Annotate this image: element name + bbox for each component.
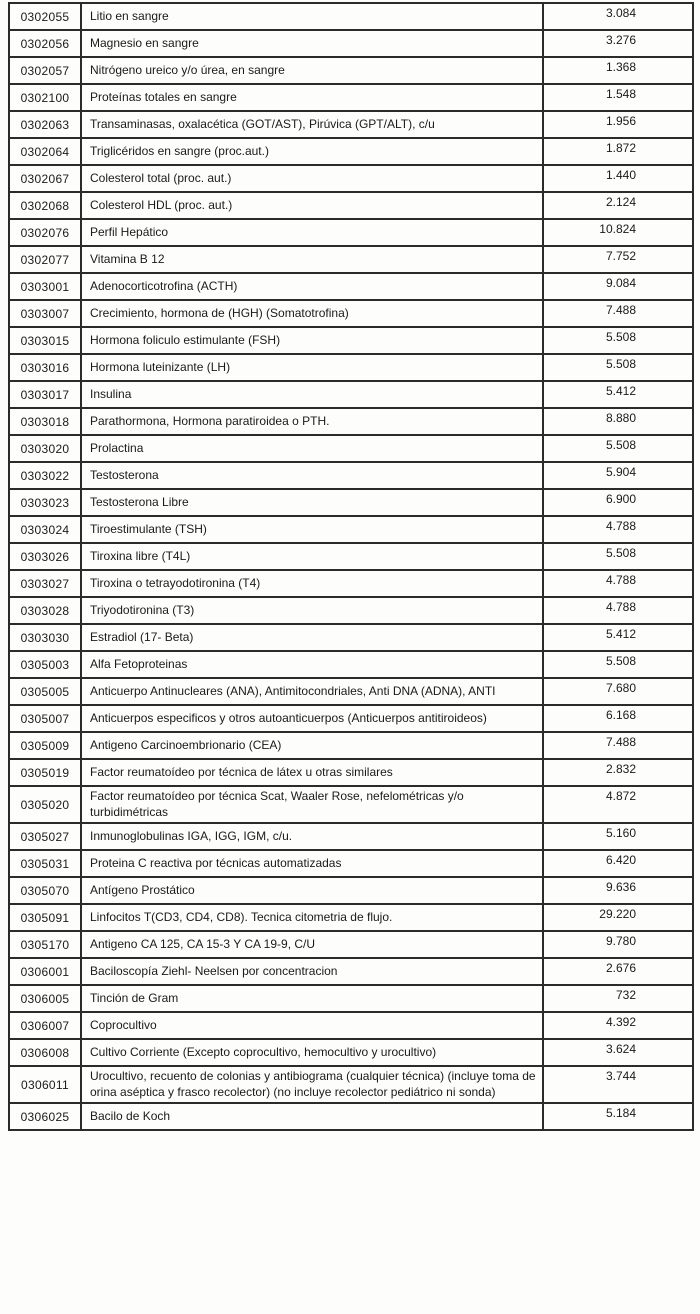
table-row [9, 877, 693, 904]
exam-price: 5.508 [543, 543, 693, 570]
exam-code: 0305027 [9, 823, 81, 850]
exam-description: Hormona foliculo estimulante (FSH) [81, 327, 543, 354]
exam-description: Bacilo de Koch [81, 1103, 543, 1130]
exam-code: 0303023 [9, 489, 81, 516]
exam-description: Transaminasas, oxalacética (GOT/AST), Pirúvica (GPT/ALT), c/u [81, 111, 543, 138]
table-row [9, 30, 693, 57]
exam-code: 0303030 [9, 624, 81, 651]
table-row [9, 192, 693, 219]
exam-code: 0303017 [9, 381, 81, 408]
exam-price: 5.508 [543, 354, 693, 381]
table-row [9, 462, 693, 489]
exam-code: 0303022 [9, 462, 81, 489]
exam-price: 7.488 [543, 732, 693, 759]
exam-code: 0302055 [9, 3, 81, 30]
exam-price: 6.900 [543, 489, 693, 516]
exam-code: 0305007 [9, 705, 81, 732]
exam-code: 0306008 [9, 1039, 81, 1066]
exam-description: Colesterol total (proc. aut.) [81, 165, 543, 192]
exam-description: Perfil Hepático [81, 219, 543, 246]
exam-description: Factor reumatoídeo por técnica Scat, Waaler Rose, nefelométricas y/o turbidimétricas [81, 786, 543, 823]
exam-price: 2.832 [543, 759, 693, 786]
exam-code: 0302056 [9, 30, 81, 57]
exam-description: Antigeno Carcinoembrionario (CEA) [81, 732, 543, 759]
exam-price: 9.084 [543, 273, 693, 300]
exam-price: 9.780 [543, 931, 693, 958]
exam-description: Magnesio en sangre [81, 30, 543, 57]
table-row [9, 904, 693, 931]
exam-description: Estradiol (17- Beta) [81, 624, 543, 651]
exam-description: Coprocultivo [81, 1012, 543, 1039]
exam-description: Linfocitos T(CD3, CD4, CD8). Tecnica citometria de flujo. [81, 904, 543, 931]
table-row [9, 327, 693, 354]
exam-code: 0306025 [9, 1103, 81, 1130]
exam-code: 0303020 [9, 435, 81, 462]
exam-code: 0302064 [9, 138, 81, 165]
exam-price: 5.508 [543, 651, 693, 678]
exam-description: Triyodotironina (T3) [81, 597, 543, 624]
exam-code: 0305070 [9, 877, 81, 904]
exam-price: 3.744 [543, 1066, 693, 1103]
exam-price: 9.636 [543, 877, 693, 904]
exam-code: 0306011 [9, 1066, 81, 1103]
exam-description: Alfa Fetoproteinas [81, 651, 543, 678]
table-row [9, 931, 693, 958]
exam-code: 0302077 [9, 246, 81, 273]
exam-description: Tiroestimulante (TSH) [81, 516, 543, 543]
exam-code: 0305019 [9, 759, 81, 786]
exam-description: Insulina [81, 381, 543, 408]
exam-description: Testosterona Libre [81, 489, 543, 516]
exam-price: 5.508 [543, 435, 693, 462]
table-row [9, 57, 693, 84]
table-row [9, 759, 693, 786]
exam-description: Cultivo Corriente (Excepto coprocultivo, hemocultivo y urocultivo) [81, 1039, 543, 1066]
exam-description: Colesterol HDL (proc. aut.) [81, 192, 543, 219]
exam-description: Antígeno Prostático [81, 877, 543, 904]
exam-description: Parathormona, Hormona paratiroidea o PTH. [81, 408, 543, 435]
exam-price: 5.184 [543, 1103, 693, 1130]
exam-price: 1.440 [543, 165, 693, 192]
exam-description: Inmunoglobulinas IGA, IGG, IGM, c/u. [81, 823, 543, 850]
exam-code: 0305031 [9, 850, 81, 877]
exam-description: Vitamina B 12 [81, 246, 543, 273]
table-row [9, 273, 693, 300]
table-row [9, 705, 693, 732]
exam-price: 1.368 [543, 57, 693, 84]
table-row [9, 246, 693, 273]
exam-code: 0303028 [9, 597, 81, 624]
exam-price: 5.412 [543, 624, 693, 651]
exam-code: 0303007 [9, 300, 81, 327]
table-row [9, 958, 693, 985]
exam-code: 0303027 [9, 570, 81, 597]
exam-price: 7.488 [543, 300, 693, 327]
table-row [9, 678, 693, 705]
table-row [9, 354, 693, 381]
exam-price: 2.124 [543, 192, 693, 219]
exam-code: 0303024 [9, 516, 81, 543]
exam-price: 3.276 [543, 30, 693, 57]
exam-code: 0306007 [9, 1012, 81, 1039]
exam-description: Proteínas totales en sangre [81, 84, 543, 111]
exam-code: 0302100 [9, 84, 81, 111]
exam-description: Urocultivo, recuento de colonias y antibiograma (cualquier técnica) (incluye toma de orina aséptica y frasco recolector) (no incluye recolector pediátrico ni sonda) [81, 1066, 543, 1103]
exam-price: 1.548 [543, 84, 693, 111]
table-row [9, 570, 693, 597]
exam-price: 6.168 [543, 705, 693, 732]
exam-code: 0302067 [9, 165, 81, 192]
exam-description: Litio en sangre [81, 3, 543, 30]
table-row [9, 219, 693, 246]
exam-code: 0305020 [9, 786, 81, 823]
exam-code: 0302063 [9, 111, 81, 138]
exam-price: 1.956 [543, 111, 693, 138]
exam-description: Crecimiento, hormona de (HGH) (Somatotrofina) [81, 300, 543, 327]
table-row [9, 543, 693, 570]
table-row [9, 1066, 693, 1103]
exam-code: 0305005 [9, 678, 81, 705]
table-row [9, 732, 693, 759]
table-row [9, 850, 693, 877]
exam-description: Hormona luteinizante (LH) [81, 354, 543, 381]
table-row [9, 111, 693, 138]
table-row [9, 985, 693, 1012]
exam-price: 4.788 [543, 516, 693, 543]
table-row [9, 1039, 693, 1066]
table-row [9, 597, 693, 624]
rate-table-body [9, 3, 693, 1130]
table-row [9, 408, 693, 435]
exam-description: Anticuerpo Antinucleares (ANA), Antimitocondriales, Anti DNA (ADNA), ANTI [81, 678, 543, 705]
exam-code: 0302076 [9, 219, 81, 246]
exam-price: 5.412 [543, 381, 693, 408]
exam-description: Tiroxina o tetrayodotironina (T4) [81, 570, 543, 597]
exam-price: 4.788 [543, 570, 693, 597]
exam-code: 0303016 [9, 354, 81, 381]
exam-code: 0305091 [9, 904, 81, 931]
exam-code: 0303018 [9, 408, 81, 435]
table-row [9, 381, 693, 408]
table-row [9, 516, 693, 543]
table-row [9, 786, 693, 823]
exam-price: 7.680 [543, 678, 693, 705]
exam-price: 7.752 [543, 246, 693, 273]
exam-price: 3.624 [543, 1039, 693, 1066]
exam-code: 0306005 [9, 985, 81, 1012]
table-row [9, 823, 693, 850]
exam-description: Baciloscopía Ziehl- Neelsen por concentracion [81, 958, 543, 985]
exam-code: 0305170 [9, 931, 81, 958]
exam-code: 0305003 [9, 651, 81, 678]
exam-description: Proteina C reactiva por técnicas automatizadas [81, 850, 543, 877]
table-row [9, 1103, 693, 1130]
exam-price: 732 [543, 985, 693, 1012]
lab-exam-price-table [8, 2, 694, 1131]
exam-price: 10.824 [543, 219, 693, 246]
exam-description: Adenocorticotrofina (ACTH) [81, 273, 543, 300]
exam-code: 0303001 [9, 273, 81, 300]
table-row [9, 165, 693, 192]
exam-description: Antigeno CA 125, CA 15-3 Y CA 19-9, C/U [81, 931, 543, 958]
exam-code: 0303015 [9, 327, 81, 354]
exam-price: 3.084 [543, 3, 693, 30]
table-row [9, 624, 693, 651]
exam-description: Tinción de Gram [81, 985, 543, 1012]
exam-description: Testosterona [81, 462, 543, 489]
exam-description: Prolactina [81, 435, 543, 462]
exam-code: 0302068 [9, 192, 81, 219]
exam-price: 29.220 [543, 904, 693, 931]
exam-code: 0306001 [9, 958, 81, 985]
exam-price: 5.160 [543, 823, 693, 850]
table-row [9, 300, 693, 327]
exam-description: Factor reumatoídeo por técnica de látex u otras similares [81, 759, 543, 786]
exam-price: 5.508 [543, 327, 693, 354]
exam-description: Nitrógeno ureico y/o úrea, en sangre [81, 57, 543, 84]
table-row [9, 651, 693, 678]
table-row [9, 84, 693, 111]
table-row [9, 489, 693, 516]
exam-price: 1.872 [543, 138, 693, 165]
exam-description: Anticuerpos especificos y otros autoanticuerpos (Anticuerpos antitiroideos) [81, 705, 543, 732]
exam-description: Triglicéridos en sangre (proc.aut.) [81, 138, 543, 165]
exam-code: 0303026 [9, 543, 81, 570]
table-row [9, 138, 693, 165]
table-row [9, 435, 693, 462]
exam-description: Tiroxina libre (T4L) [81, 543, 543, 570]
exam-price: 2.676 [543, 958, 693, 985]
exam-price: 6.420 [543, 850, 693, 877]
table-row [9, 1012, 693, 1039]
exam-price: 4.872 [543, 786, 693, 823]
table-row [9, 3, 693, 30]
exam-price: 4.788 [543, 597, 693, 624]
exam-code: 0302057 [9, 57, 81, 84]
exam-price: 8.880 [543, 408, 693, 435]
exam-code: 0305009 [9, 732, 81, 759]
exam-price: 4.392 [543, 1012, 693, 1039]
exam-price: 5.904 [543, 462, 693, 489]
